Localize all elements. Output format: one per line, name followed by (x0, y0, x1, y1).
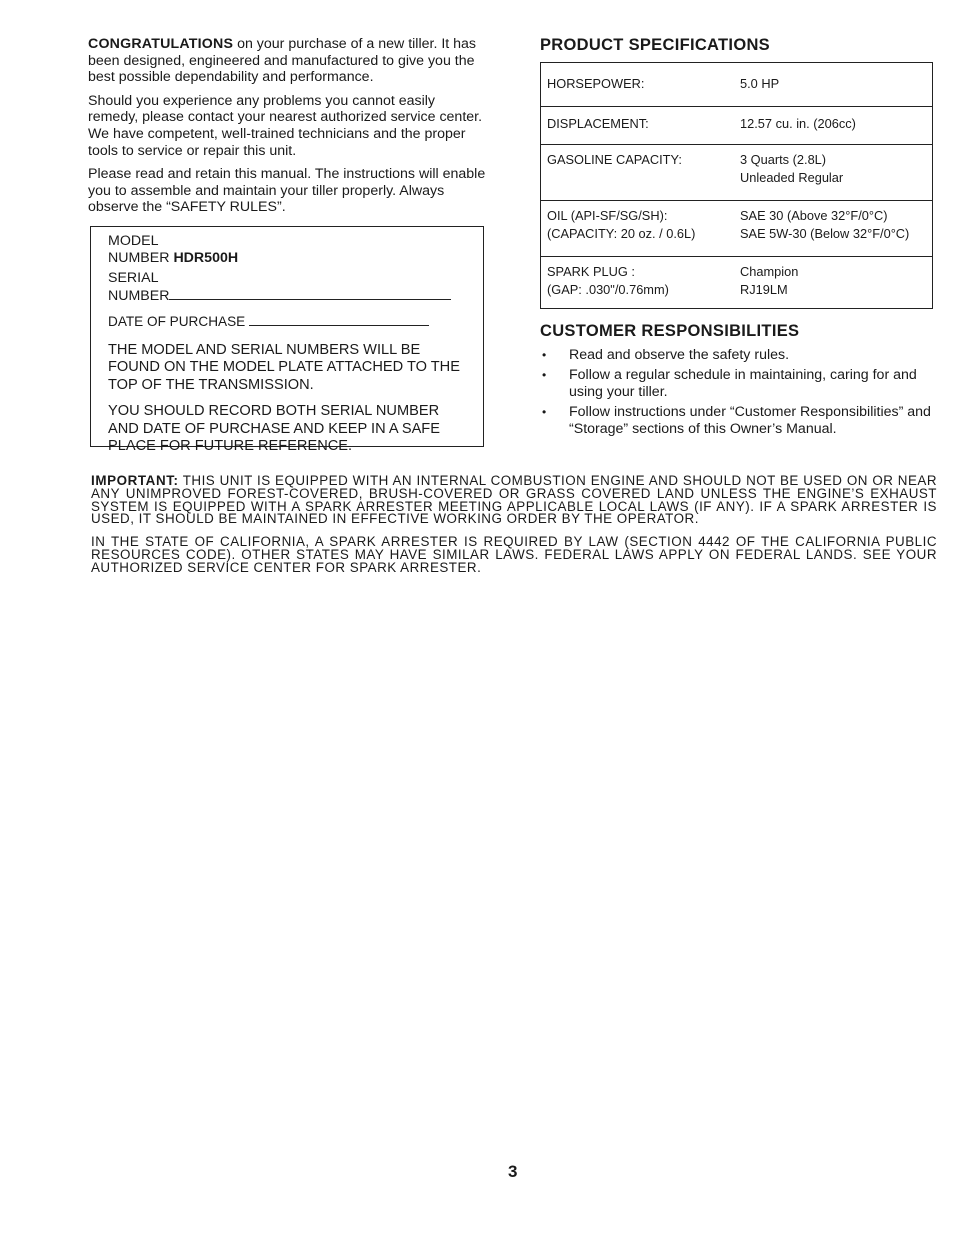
serial-number-row (108, 287, 469, 305)
bullet-icon: • (542, 405, 547, 420)
list-item-text: Follow a regular schedule in maintaining, caring for and using your tiller. (569, 367, 917, 400)
spec-value: SAE 30 (Above 32°F/0°C) (740, 208, 888, 223)
important-notice (91, 475, 937, 585)
model-number-row (108, 250, 469, 267)
spec-value-secondary: SAE 5W-30 (Below 32°F/0°C) (740, 226, 910, 241)
intro-paragraph-1-text: on your purchase of a new tiller. It has been designed, engineered and manufactured to give you the best possible dependability and performance. (88, 36, 477, 86)
model-plate-notice: THE MODEL AND SERIAL NUMBERS WILL BE FOUND ON THE MODEL PLATE ATTACHED TO THE TOP OF THE TRANSMISSION. (108, 341, 460, 393)
spec-label: OIL (API-SF/SG/SH): (547, 208, 668, 223)
model-number-value: HDR500H (173, 249, 239, 266)
spec-row-oil (541, 201, 933, 257)
congratulations-lead: CONGRATULATIONS (88, 36, 234, 52)
spec-row-spark-plug (541, 257, 933, 309)
spec-label: GASOLINE CAPACITY: (547, 152, 682, 167)
product-specifications-title: PRODUCT SPECIFICATIONS (540, 36, 770, 54)
intro-paragraph-3: Please read and retain this manual. The instructions will enable you to assemble and maintain your tiller properly. Always observe the “SAFETY RULES”. (88, 166, 486, 216)
list-item (540, 367, 936, 400)
spec-label: DISPLACEMENT: (547, 116, 649, 131)
spec-value: 5.0 HP (740, 76, 780, 91)
spec-value: 3 Quarts (2.8L) (740, 152, 827, 167)
date-of-purchase-field[interactable] (249, 313, 429, 326)
spec-label: SPARK PLUG : (547, 264, 635, 279)
spec-label-secondary: (GAP: .030"/0.76mm) (547, 282, 669, 297)
spec-row-gasoline-capacity (541, 145, 933, 201)
intro-paragraph-2: Should you experience any problems you cannot easily remedy, please contact your nearest authorized service center. We have competent, well-trained technicians and the proper tools to service or repair this unit. (88, 92, 483, 159)
customer-responsibilities-title: CUSTOMER RESPONSIBILITIES (540, 322, 800, 340)
date-of-purchase-row (108, 313, 469, 331)
list-item (540, 347, 936, 363)
important-paragraph-2: IN THE STATE OF CALIFORNIA, A SPARK ARRESTER IS REQUIRED BY LAW (SECTION 4442 OF THE CALIFORNIA PUBLIC RESOURCES CODE). OTHER STATES MAY HAVE SIMILAR LAWS. FEDERAL LAWS APPLY ON FEDERAL LANDS. SEE YOUR AUTHORIZED SERVICE CENTER FOR SPARK ARRESTER. (91, 534, 937, 575)
important-paragraph-1 (91, 475, 937, 526)
spec-value: Champion (740, 264, 799, 279)
customer-responsibilities-list (540, 347, 936, 441)
important-label: IMPORTANT: (91, 473, 179, 488)
list-item-text: Follow instructions under “Customer Responsibilities” and “Storage” sections of this Owner’s Manual. (569, 404, 931, 437)
spec-value: 12.57 cu. in. (206cc) (740, 116, 856, 131)
model-number-label: NUMBER (108, 249, 170, 266)
serial-number-field[interactable] (169, 287, 451, 300)
intro-paragraph-1 (88, 36, 486, 86)
spec-value-secondary: Unleaded Regular (740, 170, 844, 185)
serial-number-label: NUMBER (108, 287, 170, 304)
intro-section (88, 36, 486, 223)
specifications-table (540, 62, 933, 309)
list-item-text: Read and observe the safety rules. (569, 347, 790, 363)
spec-row-horsepower (541, 63, 933, 107)
date-of-purchase-label: DATE OF PURCHASE (108, 314, 246, 330)
record-notice: YOU SHOULD RECORD BOTH SERIAL NUMBER AND DATE OF PURCHASE AND KEEP IN A SAFE PLACE FOR FUTURE REFERENCE. (108, 403, 440, 454)
bullet-icon: • (542, 348, 547, 362)
list-item (540, 404, 936, 437)
spec-label: HORSEPOWER: (547, 76, 645, 91)
record-box (90, 226, 484, 454)
spec-value-secondary: RJ19LM (740, 282, 788, 297)
serial-label: SERIAL (108, 270, 159, 287)
spec-label-secondary: (CAPACITY: 20 oz. / 0.6L) (547, 226, 696, 241)
important-paragraph-1-text: THIS UNIT IS EQUIPPED WITH AN INTERNAL COMBUSTION ENGINE AND SHOULD NOT BE USED ON OR NEAR ANY UNIMPROVED FOREST-COVERED, BRUSH-COVERED OR GRASS COVERED LAND UNLESS THE ENGINE’S EXHAUST SYSTEM IS EQUIPPED WITH A SPARK ARRESTER MEETING APPLICABLE LOCAL LAWS (IF ANY). IF A SPARK ARRESTER IS USED, IT SHOULD BE MAINTAINED IN EFFECTIVE WORKING ORDER BY THE OPERATOR. (91, 473, 937, 527)
spec-row-displacement (541, 107, 933, 145)
model-label: MODEL (108, 233, 159, 249)
page-number: 3 (508, 1162, 518, 1181)
bullet-icon: • (542, 368, 547, 383)
